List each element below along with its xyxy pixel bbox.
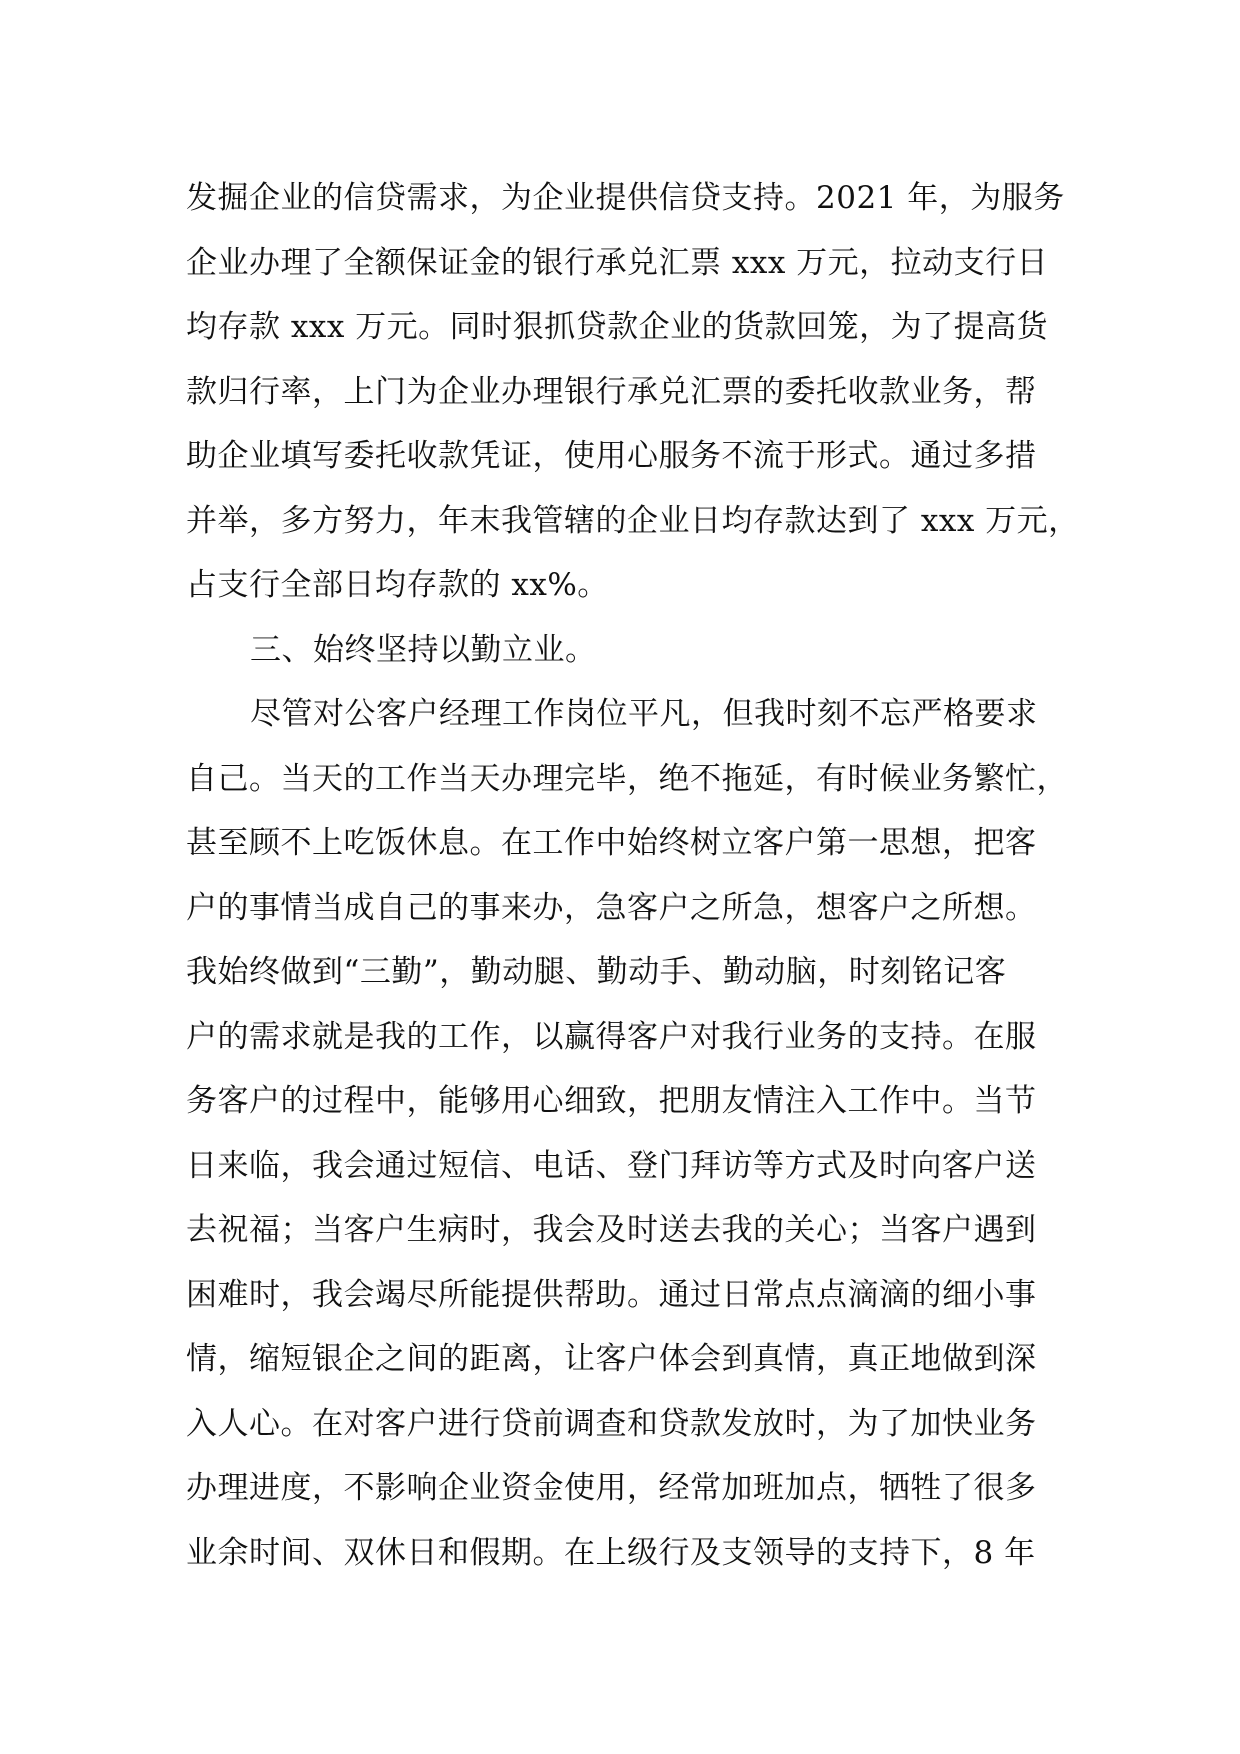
text-line: 办理进度，不影响企业资金使用，经常加班加点，牺牲了很多 xyxy=(186,1470,1037,1506)
text-line: 情，缩短银企之间的距离，让客户体会到真情，真正地做到深 xyxy=(186,1341,1037,1377)
body-text xyxy=(186,166,1086,1585)
paragraph-start-line: 尽管对公客户经理工作岗位平凡，但我时刻不忘严格要求 xyxy=(250,696,1038,732)
text-line: 企业办理了全额保证金的银行承兑汇票 xxx 万元，拉动支行日 xyxy=(186,244,1049,281)
text-line: 入人心。在对客户进行贷前调查和贷款发放时，为了加快业务 xyxy=(186,1405,1037,1442)
text-line: 助企业填写委托收款凭证，使用心服务不流于形式。通过多措 xyxy=(186,438,1037,474)
text-line: 业余时间、双休日和假期。在上级行及支领导的支持下，8 年 xyxy=(186,1534,1036,1571)
text-line: 自己。当天的工作当天办理完毕，绝不拖延，有时候业务繁忙， xyxy=(186,760,1068,797)
text-line: 并举，多方努力，年末我管辖的企业日均存款达到了 xxx 万元， xyxy=(186,502,1080,539)
text-line: 务客户的过程中，能够用心细致，把朋友情注入工作中。当节 xyxy=(186,1083,1037,1119)
text-line: 占支行全部日均存款的 xx%。 xyxy=(186,567,609,603)
text-line: 日来临，我会通过短信、电话、登门拜访等方式及时向客户送 xyxy=(186,1147,1037,1184)
text-line: 我始终做到“三勤”，勤动腿、勤动手、勤动脑，时刻铭记客 xyxy=(186,954,1007,990)
text-line: 甚至顾不上吃饭休息。在工作中始终树立客户第一思想，把客 xyxy=(186,825,1037,861)
text-line: 款归行率，上门为企业办理银行承兑汇票的委托收款业务，帮 xyxy=(186,373,1037,410)
section-heading: 三、始终坚持以勤立业。 xyxy=(250,631,597,668)
text-line: 发掘企业的信贷需求，为企业提供信贷支持。2021 年，为服务 xyxy=(186,180,1065,216)
text-line: 困难时，我会竭尽所能提供帮助。通过日常点点滴滴的细小事 xyxy=(186,1276,1037,1313)
text-line: 户的事情当成自己的事来办，急客户之所急，想客户之所想。 xyxy=(186,889,1037,926)
text-line: 户的需求就是我的工作，以赢得客户对我行业务的支持。在服 xyxy=(186,1018,1037,1055)
text-line: 均存款 xxx 万元。同时狠抓贷款企业的货款回笼，为了提高货 xyxy=(186,309,1049,345)
text-line: 去祝福；当客户生病时，我会及时送去我的关心；当客户遇到 xyxy=(186,1212,1037,1248)
